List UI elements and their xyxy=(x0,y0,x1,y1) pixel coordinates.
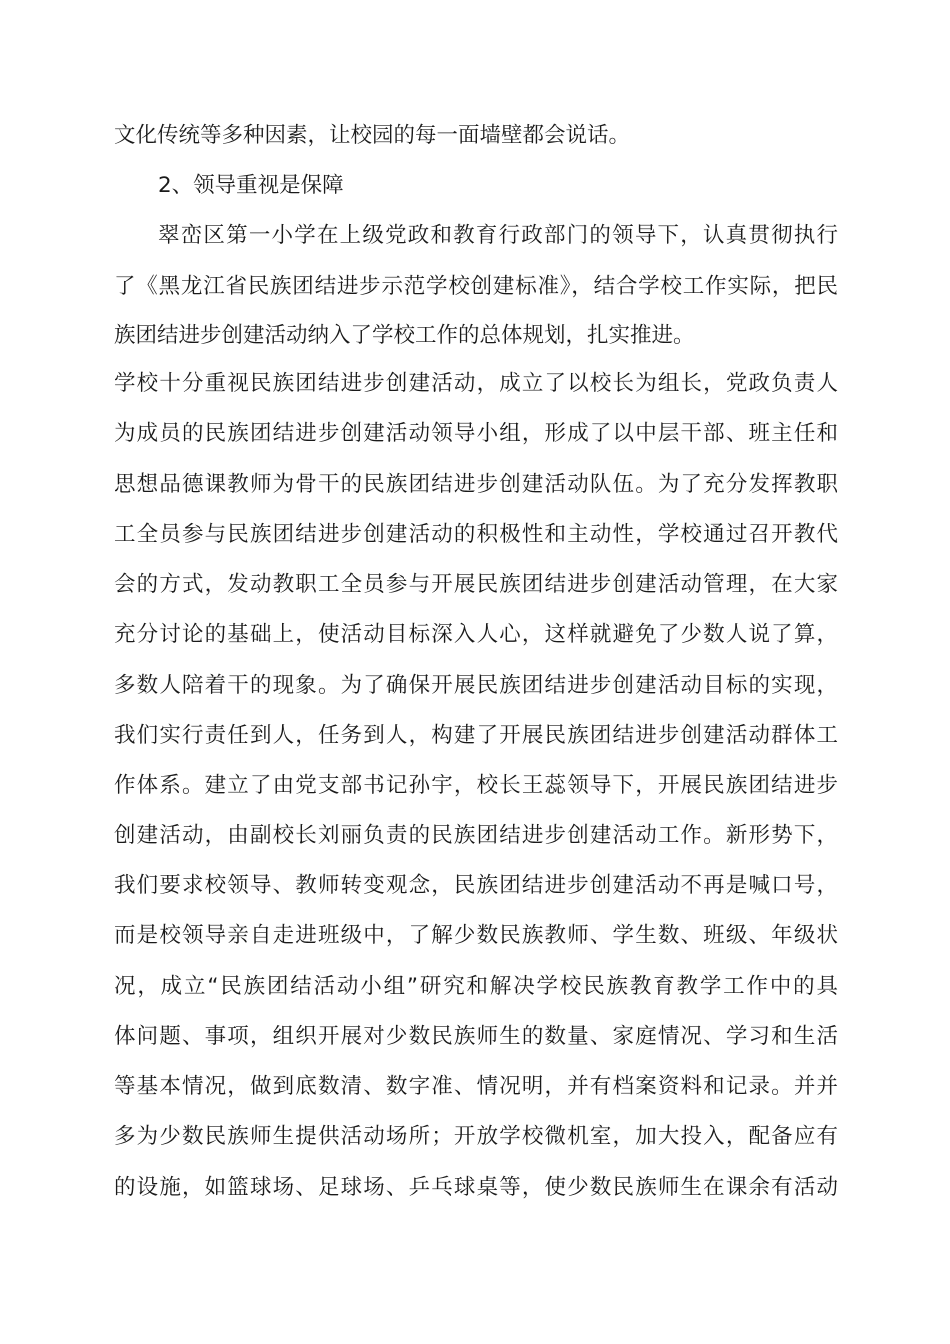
text-line: 的设施，如篮球场、足球场、乒乓球桌等，使少数民族师生在课余有活动 xyxy=(114,1175,838,1200)
text-line: 体问题、事项，组织开展对少数民族师生的数量、家庭情况、学习和生活 xyxy=(114,1024,838,1049)
text-line: 况，成立“民族团结活动小组”研究和解决学校民族教育教学工作中的具 xyxy=(114,974,838,999)
text-line: 思想品德课教师为骨干的民族团结进步创建活动队伍。为了充分发挥教职 xyxy=(114,472,838,497)
text-line: 我们实行责任到人，任务到人，构建了开展民族团结进步创建活动群体工 xyxy=(114,723,838,748)
text-line: 多为少数民族师生提供活动场所；开放学校微机室，加大投入，配备应有 xyxy=(114,1124,838,1149)
text-line: 等基本情况，做到底数清、数字准、情况明，并有档案资料和记录。并并 xyxy=(114,1074,838,1099)
text-line: 翠峦区第一小学在上级党政和教育行政部门的领导下，认真贯彻执行 xyxy=(158,223,838,248)
text-line: 为成员的民族团结进步创建活动领导小组，形成了以中层干部、班主任和 xyxy=(114,421,838,446)
text-line: 我们要求校领导、教师转变观念，民族团结进步创建活动不再是喊口号， xyxy=(114,873,838,898)
text-line: 作体系。建立了由党支部书记孙宇，校长王蕊领导下，开展民族团结进步 xyxy=(114,773,838,798)
text-line: 多数人陪着干的现象。为了确保开展民族团结进步创建活动目标的实现， xyxy=(114,673,838,698)
text-line: 充分讨论的基础上，使活动目标深入人心，这样就避免了少数人说了算， xyxy=(114,622,838,647)
text-line: 会的方式，发动教职工全员参与开展民族团结进步创建活动管理，在大家 xyxy=(114,572,838,597)
text-line: 族团结进步创建活动纳入了学校工作的总体规划，扎实推进。 xyxy=(114,323,695,348)
section-heading: 2、领导重视是保障 xyxy=(158,173,344,198)
text-line: 文化传统等多种因素，让校园的每一面墙壁都会说话。 xyxy=(114,123,631,148)
text-line: 创建活动，由副校长刘丽负责的民族团结进步创建活动工作。新形势下， xyxy=(114,823,838,848)
text-line: 了《黑龙江省民族团结进步示范学校创建标准》，结合学校工作实际，把民 xyxy=(114,274,838,299)
text-line: 工全员参与民族团结进步创建活动的积极性和主动性，学校通过召开教代 xyxy=(114,522,838,547)
text-line: 学校十分重视民族团结进步创建活动，成立了以校长为组长，党政负责人 xyxy=(114,371,838,396)
text-line: 而是校领导亲自走进班级中，了解少数民族教师、学生数、班级、年级状 xyxy=(114,923,838,948)
